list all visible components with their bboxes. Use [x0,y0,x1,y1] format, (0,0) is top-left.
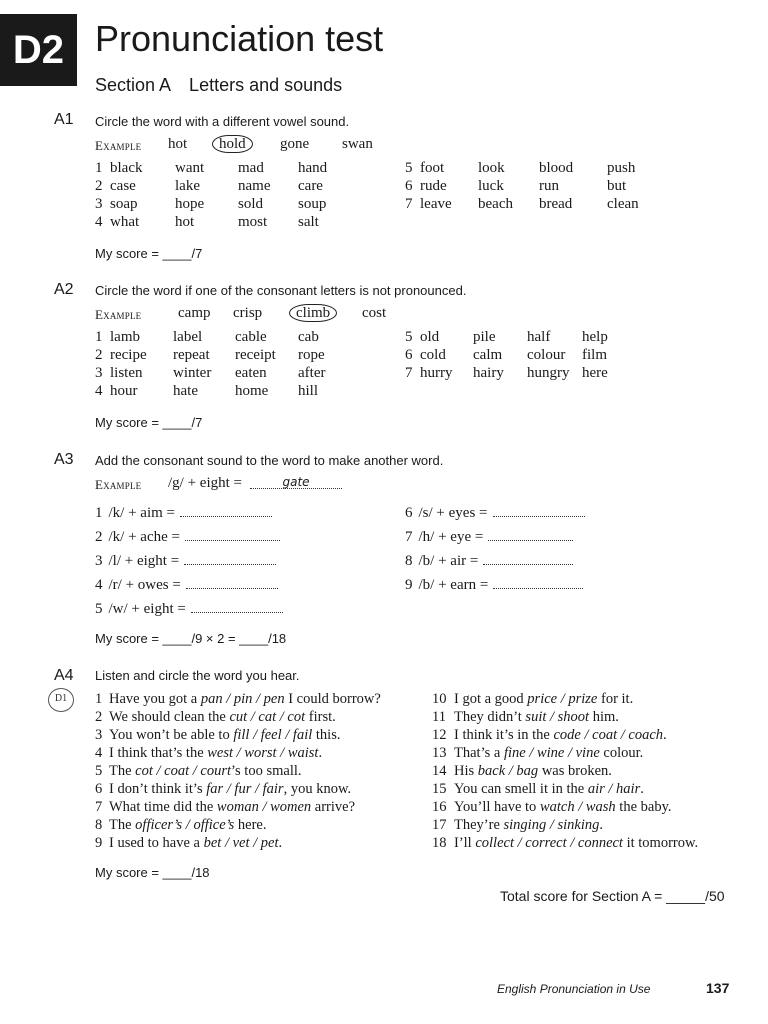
choice-word[interactable]: eaten [235,365,267,381]
item-prompt: /b/ + air = [418,553,479,569]
sentence-text: That’s a [454,745,504,761]
example-word-circled[interactable]: climb [296,305,337,322]
item-number: 3 [95,553,103,569]
sentence-item [95,835,282,852]
example-word: swan [342,136,373,152]
sentence-item [432,727,667,744]
choice-word[interactable]: help [582,329,608,345]
fill-in-item [95,505,272,522]
example-answer: gate [282,475,310,489]
fill-in-item [405,505,585,522]
question-label-a2: A2 [54,281,74,298]
choice-word[interactable]: listen [110,365,143,381]
page-title: Pronunciation test [95,18,384,59]
audio-track-icon[interactable] [48,688,74,712]
fill-in-item [405,529,573,546]
choice-word[interactable]: winter [173,365,212,381]
instruction-a2: Circle the word if one of the consonant letters is not pronounced. [95,283,467,298]
item-number: 3 [95,727,103,743]
word-choices[interactable]: fill / feel / fail [233,727,313,743]
item-number: 4 [95,383,103,399]
item-number: 7 [405,196,413,212]
item-number: 3 [95,196,103,212]
item-prompt: /l/ + eight = [108,553,180,569]
sentence-item [95,817,266,834]
choice-word[interactable]: sold [238,196,264,212]
fill-in-item [95,529,280,546]
sentence-text: for it. [597,691,634,707]
word-choices[interactable]: cot / coat / court [135,763,232,779]
choice-word[interactable]: lake [175,178,200,194]
choice-word[interactable]: beach [478,196,513,212]
word-choices[interactable]: west / worst / waist [207,745,319,761]
sentence-text: was broken. [538,763,612,779]
sentence-text: . [640,781,644,797]
answer-blank[interactable] [180,506,272,517]
choice-word[interactable]: cab [298,329,319,345]
sentence-item [432,781,644,798]
sentence-text: arrive? [311,799,356,815]
choice-word[interactable]: repeat [173,347,210,363]
choice-word[interactable]: lamb [110,329,140,345]
word-choices[interactable]: cut / cat / cot [229,709,306,725]
sentence-text: You won’t be able to [109,727,234,743]
choice-word[interactable]: here [582,365,608,381]
item-number: 8 [95,817,103,833]
answer-blank[interactable] [493,578,583,589]
choice-word[interactable]: after [298,365,326,381]
total-score: Total score for Section A = _____/50 [500,888,725,904]
choice-word[interactable]: colour [527,347,566,363]
item-number: 12 [432,727,447,743]
word-choices[interactable]: pan / pin / pen [200,691,285,707]
sentence-item [432,835,698,852]
item-number: 4 [95,745,103,761]
sentence-text: ’s too small. [231,763,302,779]
example-text: /g/ + eight = [168,475,242,491]
sentence-text: What time did the [109,799,217,815]
choice-word[interactable]: hope [175,196,205,212]
item-number: 10 [432,691,447,707]
word-choices[interactable]: suit / shoot [525,709,590,725]
item-number: 2 [95,709,103,725]
choice-word[interactable]: luck [478,178,504,194]
choice-word[interactable]: cold [420,347,446,363]
example-word: gone [280,136,310,152]
score-a3: My score = ____/9 × 2 = ____/18 [95,631,287,646]
item-number: 4 [95,577,103,593]
sentence-text: it tomorrow. [622,835,699,851]
item-prompt: /b/ + earn = [418,577,489,593]
item-number: 2 [95,347,103,363]
choice-word[interactable]: mad [238,160,264,176]
sentence-text: , you know. [283,781,352,797]
item-number: 9 [405,577,413,593]
item-prompt: /r/ + owes = [108,577,181,593]
sentence-text: here. [234,817,267,833]
choice-word[interactable]: rope [298,347,325,363]
fill-in-item [95,577,278,594]
fill-in-item [405,553,573,570]
sentence-text: the baby. [615,799,672,815]
sentence-text: . [663,727,667,743]
example-label: Example [95,307,142,322]
choice-word[interactable]: soup [298,196,327,212]
sentence-text: colour. [599,745,644,761]
item-number: 1 [95,160,103,176]
example-word: camp [178,305,211,321]
unit-tab: D2 [0,14,77,86]
sentence-item [432,763,612,780]
choice-word[interactable]: label [173,329,203,345]
answer-blank[interactable] [493,506,585,517]
choice-word[interactable]: black [110,160,143,176]
item-number: 16 [432,799,447,815]
fill-in-item [95,601,283,618]
item-prompt: /s/ + eyes = [418,505,488,521]
answer-blank[interactable] [185,530,280,541]
item-prompt: /k/ + ache = [108,529,180,545]
question-label-a4: A4 [54,667,74,684]
example-label: Example [95,138,142,153]
choice-word[interactable]: name [238,178,271,194]
sentence-item [432,709,619,726]
item-number: 1 [95,329,103,345]
choice-word[interactable]: recipe [110,347,147,363]
choice-word[interactable]: hot [175,214,195,230]
word-choices[interactable]: fine / wine / vine [503,745,600,761]
choice-word[interactable]: push [607,160,636,176]
book-title: English Pronunciation in Use [497,982,651,996]
choice-word[interactable]: salt [298,214,319,230]
answer-blank[interactable] [483,554,573,565]
item-number: 18 [432,835,447,851]
choice-word[interactable]: bread [539,196,573,212]
word-choices[interactable]: singing / sinking [503,817,600,833]
item-number: 11 [432,709,446,725]
choice-word[interactable]: home [235,383,269,399]
question-label-a3: A3 [54,451,74,468]
item-prompt: /k/ + aim = [108,505,175,521]
word-choices[interactable]: air / hair [587,781,641,797]
example-word: hot [168,136,188,152]
example-label: Example [95,477,142,492]
item-number: 15 [432,781,447,797]
choice-word[interactable]: hill [298,383,319,399]
sentence-text: I don’t think it’s [109,781,207,797]
sentence-item [432,799,672,816]
sentence-text: Have you got a [109,691,201,707]
answer-blank[interactable] [191,602,283,613]
instruction-a4: Listen and circle the word you hear. [95,668,300,683]
word-choices[interactable]: back / bag [477,763,539,779]
item-number: 1 [95,691,103,707]
choice-word[interactable]: rude [420,178,447,194]
sentence-text: him. [589,709,619,725]
sentence-text: I’ll [454,835,476,851]
example-word: cost [362,305,387,321]
choice-word[interactable]: hate [173,383,198,399]
sentence-text: His [454,763,478,779]
instruction-a3: Add the consonant sound to the word to make another word. [95,453,444,468]
answer-blank[interactable] [488,530,573,541]
item-number: 13 [432,745,447,761]
item-number: 3 [95,365,103,381]
choice-word[interactable]: calm [473,347,503,363]
choice-word[interactable]: what [110,214,140,230]
choice-word[interactable]: half [527,329,551,345]
sentence-text: . [318,745,323,761]
choice-word[interactable]: blood [539,160,574,176]
example-word: crisp [233,305,263,321]
item-number: 6 [405,505,413,521]
item-number: 7 [405,529,413,545]
choice-word[interactable]: hand [298,160,328,176]
sentence-item [95,691,381,708]
choice-word[interactable]: hurry [420,365,453,381]
sentence-text: I got a good [454,691,528,707]
word-choices[interactable]: price / prize [527,691,598,707]
choice-word[interactable]: case [110,178,136,194]
item-number: 5 [405,329,413,345]
item-number: 8 [405,553,413,569]
choice-word[interactable]: hour [110,383,138,399]
item-number: 5 [95,601,103,617]
choice-word[interactable]: foot [420,160,445,176]
word-choices[interactable]: bet / vet / pet [203,835,279,851]
sentence-item [95,763,302,780]
item-number: 5 [405,160,413,176]
sentence-text: We should clean the [109,709,230,725]
choice-word[interactable]: cable [235,329,267,345]
choice-word[interactable]: hairy [473,365,504,381]
word-choices[interactable]: far / fur / fair [206,781,284,797]
choice-word[interactable]: run [539,178,559,194]
item-number: 2 [95,529,103,545]
item-number: 7 [405,365,413,381]
instruction-a1: Circle the word with a different vowel sound. [95,114,350,129]
item-prompt: /w/ + eight = [108,601,186,617]
choice-word[interactable]: clean [607,196,639,212]
example-word-circled[interactable]: hold [219,136,253,153]
sentence-text: . [599,817,604,833]
question-label-a1: A1 [54,111,74,128]
word-choices[interactable]: collect / correct / connect [475,835,623,851]
choice-word[interactable]: leave [420,196,452,212]
item-number: 6 [405,178,413,194]
choice-word[interactable]: pile [473,329,496,345]
choice-word[interactable]: want [175,160,205,176]
sentence-text: The [109,817,136,833]
item-number: 14 [432,763,447,779]
score-a4: My score = ____/18 [95,865,210,880]
example-answer-line [250,473,342,489]
item-number: 17 [432,817,447,833]
item-prompt: /h/ + eye = [418,529,484,545]
sentence-item [95,745,322,762]
score-a2: My score = ____/7 [95,415,203,430]
sentence-text: this. [312,727,341,743]
item-number: 6 [405,347,413,363]
item-number: 1 [95,505,103,521]
sentence-text: I think it’s in the [454,727,554,743]
answer-blank[interactable] [184,554,276,565]
word-choices[interactable]: officer’s / office’s [135,817,235,833]
sentence-text: I could borrow? [284,691,381,707]
section-heading: Section A Letters and sounds [95,75,343,95]
fill-in-item [405,577,583,594]
sentence-item [432,745,643,762]
sentence-text: They’re [454,817,504,833]
sentence-text: You’ll have to [454,799,540,815]
sentence-text: The [109,763,136,779]
sentence-text: . [278,835,283,851]
audio-track-label: D1 [54,693,68,704]
item-number: 7 [95,799,103,815]
choice-word[interactable]: hungry [527,365,570,381]
choice-word[interactable]: old [420,329,440,345]
sentence-item [95,709,336,726]
choice-word[interactable]: look [478,160,505,176]
word-choices[interactable]: watch / wash [539,799,616,815]
sentence-text: You can smell it in the [454,781,588,797]
sentence-text: I think that’s the [109,745,208,761]
sentence-item [95,781,351,798]
sentence-item [432,817,603,834]
word-choices[interactable]: code / coat / coach [553,727,663,743]
sentence-item [95,799,355,816]
item-number: 4 [95,214,103,230]
choice-word[interactable]: soap [110,196,138,212]
sentence-text: first. [305,709,336,725]
word-choices[interactable]: woman / women [216,799,312,815]
page-number: 137 [706,980,730,996]
item-number: 9 [95,835,103,851]
choice-word[interactable]: care [298,178,323,194]
fill-in-item [95,553,276,570]
item-number: 6 [95,781,103,797]
score-a1: My score = ____/7 [95,246,203,261]
choice-word[interactable]: receipt [235,347,276,363]
sentence-text: I used to have a [109,835,204,851]
answer-blank[interactable] [186,578,278,589]
choice-word[interactable]: but [607,178,627,194]
sentence-item [432,691,633,708]
choice-word[interactable]: film [582,347,607,363]
sentence-item [95,727,340,744]
choice-word[interactable]: most [238,214,268,230]
item-number: 5 [95,763,103,779]
sentence-text: They didn’t [454,709,526,725]
item-number: 2 [95,178,103,194]
